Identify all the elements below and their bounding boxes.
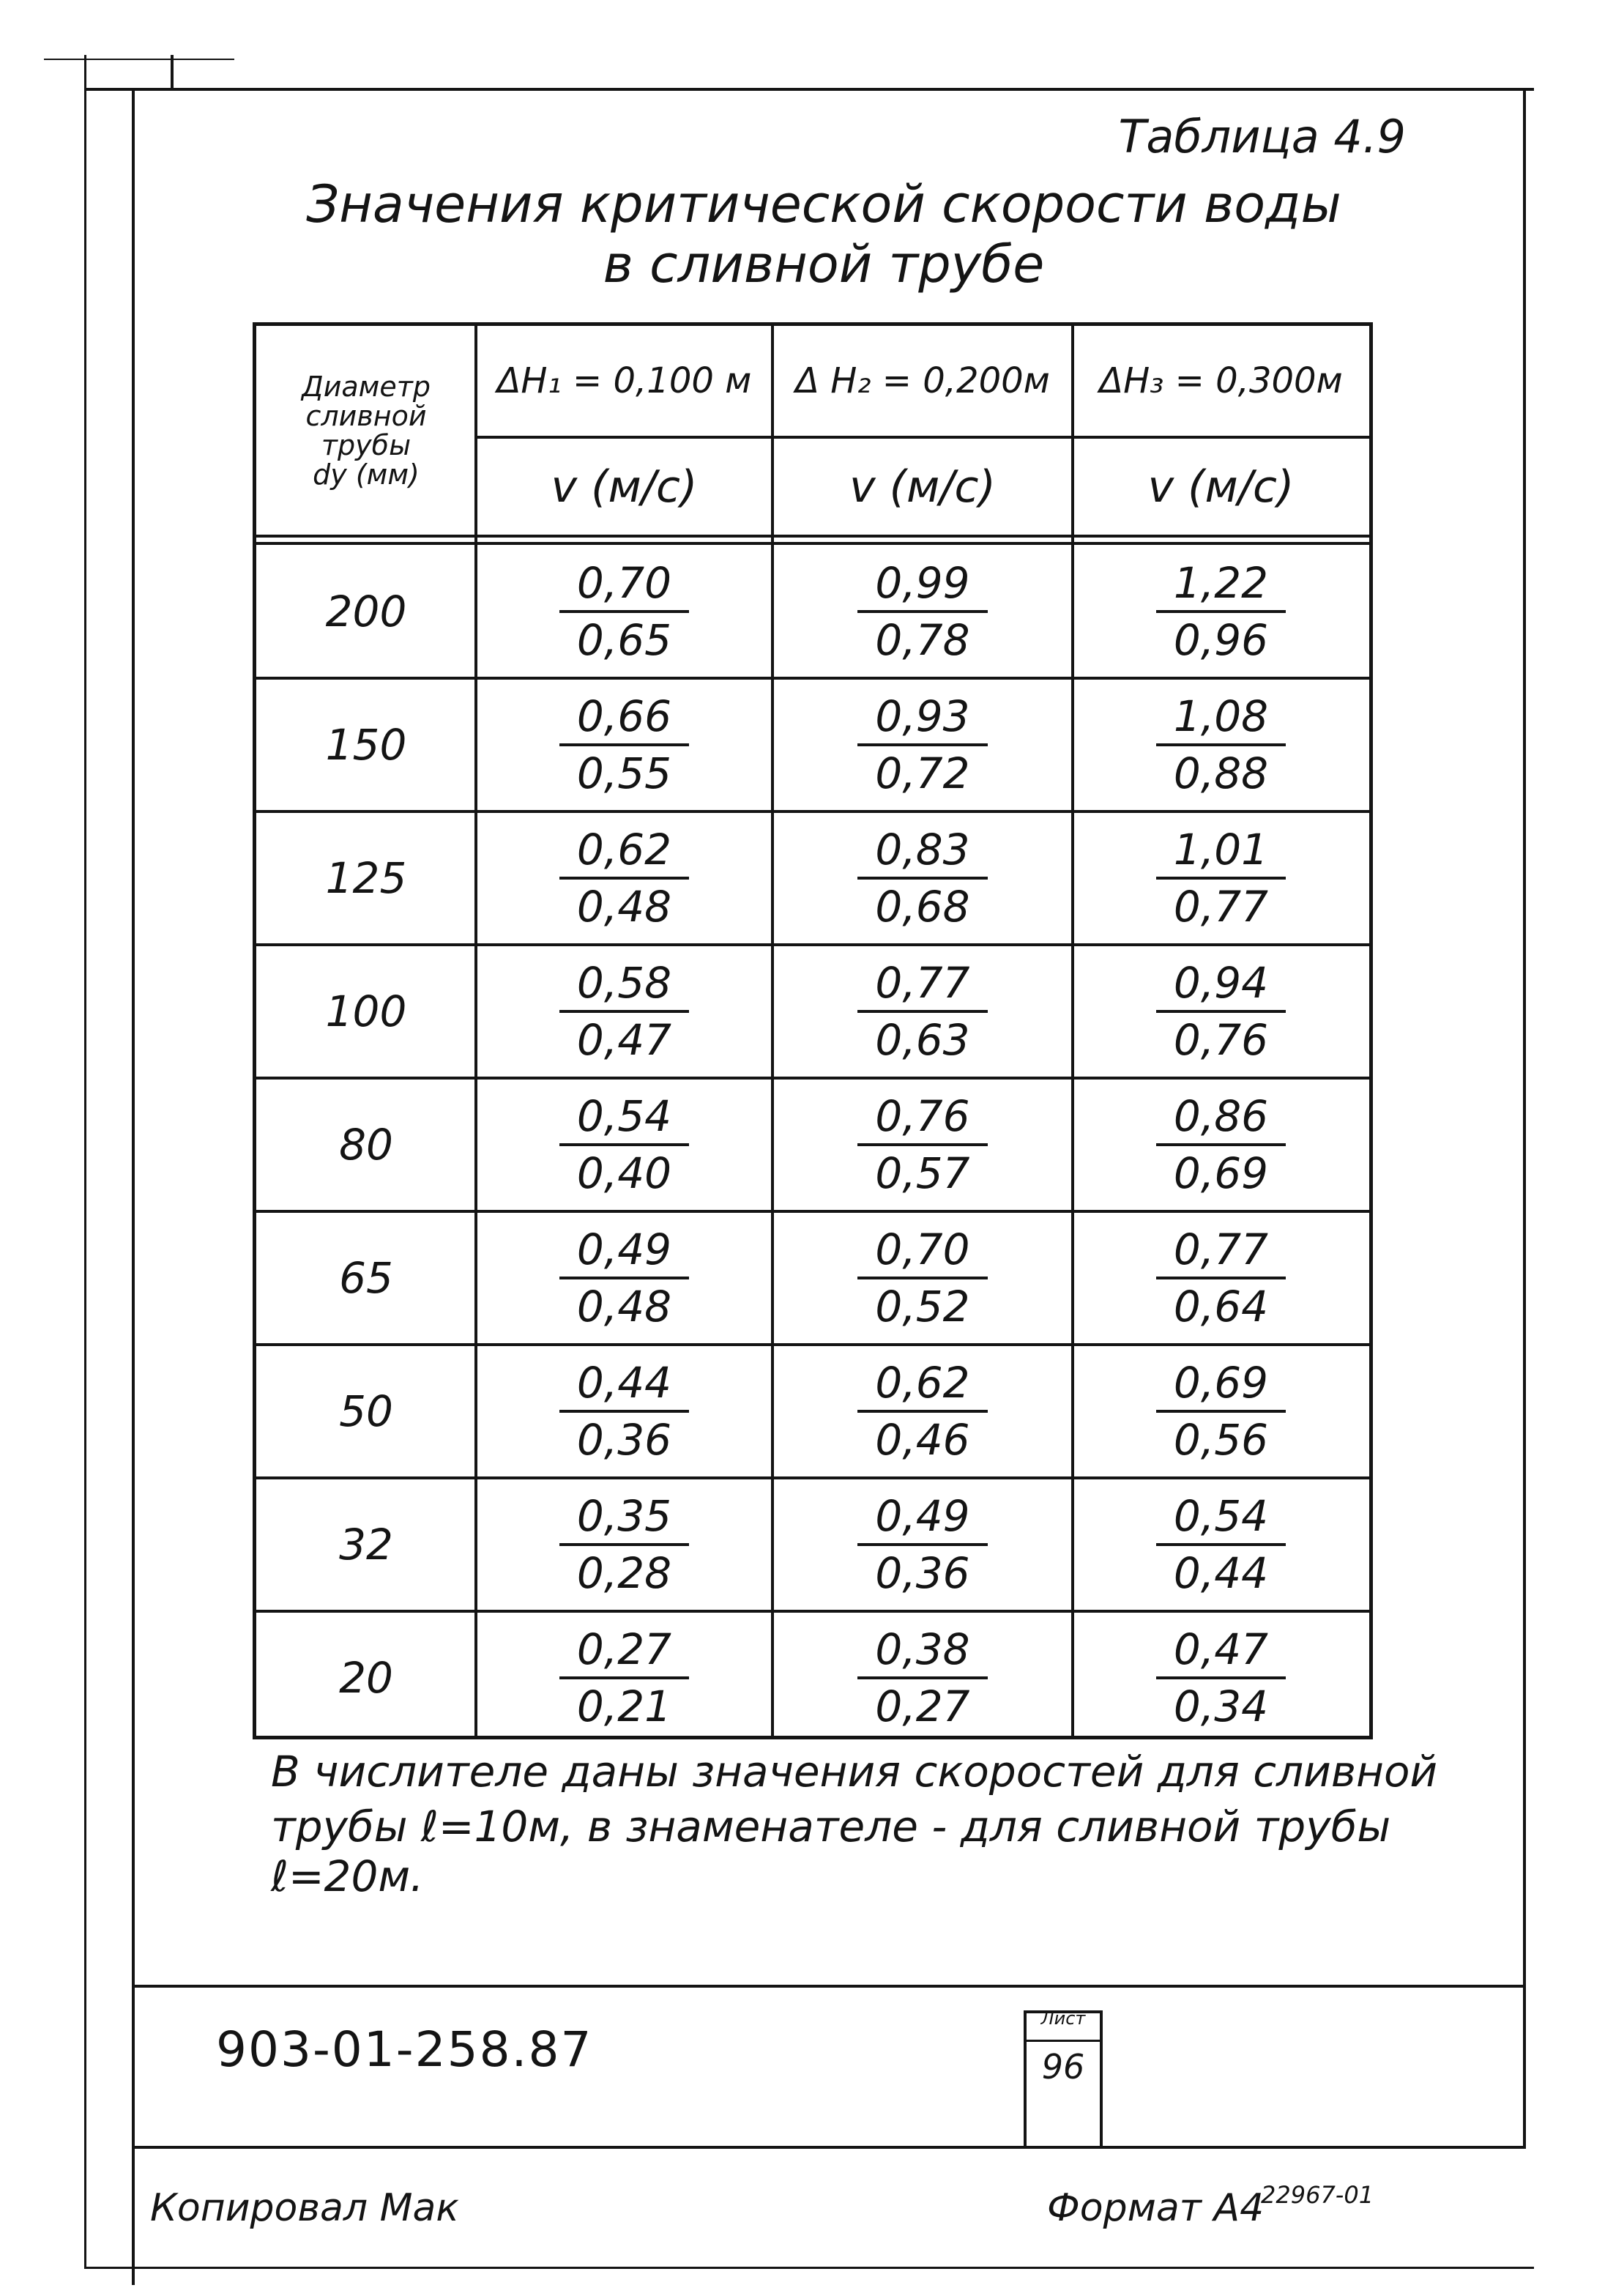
velocity-denominator: 0,28 [576, 1548, 672, 1598]
velocity-numerator: 0,27 [559, 1622, 689, 1679]
velocity-denominator: 0,72 [875, 748, 970, 798]
velocity-denominator: 0,46 [875, 1415, 970, 1465]
velocity-denominator: 0,48 [576, 882, 672, 932]
velocity-fraction [1156, 822, 1286, 934]
diameter-cell: 80 [339, 1120, 393, 1170]
velocity-numerator: 0,44 [559, 1356, 689, 1413]
velocity-denominator: 0,27 [875, 1682, 970, 1731]
velocity-cell [1073, 545, 1369, 678]
frame-top [84, 88, 1534, 91]
archive-number: 22967-01 [1261, 2181, 1374, 2209]
velocity-cell [476, 1211, 772, 1345]
velocity-numerator: 1,22 [1156, 556, 1286, 613]
footnote-line-1: В числителе даны значения скоростей для сливной [271, 1747, 1438, 1797]
velocity-denominator: 0,78 [875, 615, 970, 665]
velocity-fraction [1156, 1089, 1286, 1200]
velocity-cell [476, 811, 772, 945]
velocity-cell [772, 1611, 1073, 1745]
velocity-numerator: 0,58 [559, 956, 689, 1013]
velocity-fraction [559, 556, 689, 667]
velocity-denominator: 0,52 [875, 1282, 970, 1331]
velocity-numerator: 0,62 [559, 822, 689, 880]
velocity-cell [1073, 945, 1369, 1078]
diameter-header-line: сливной [305, 399, 427, 432]
critical-velocity-table [253, 322, 1373, 1739]
velocity-numerator: 0,49 [559, 1222, 689, 1279]
velocity-fraction [857, 1622, 987, 1734]
velocity-denominator: 0,55 [576, 748, 672, 798]
velocity-cell [1073, 1211, 1369, 1345]
paper-format: Формат А4 [1047, 2186, 1265, 2230]
velocity-denominator: 0,47 [576, 1015, 672, 1065]
table-title-line-2: в сливной трубе [603, 234, 1045, 294]
sheet-label: Лист [1040, 2008, 1086, 2029]
velocity-cell [772, 678, 1073, 811]
velocity-fraction [559, 1622, 689, 1734]
column-delta-header: Δ H₂ = 0,200м [795, 360, 1050, 401]
velocity-fraction [559, 1356, 689, 1467]
diameter-cell: 150 [325, 720, 407, 770]
velocity-numerator: 0,70 [857, 1222, 987, 1279]
frame-top-stub [171, 55, 174, 90]
velocity-fraction [857, 1089, 987, 1200]
diameter-header-line: трубы [321, 428, 412, 461]
velocity-cell [476, 678, 772, 811]
stamp-top-line [132, 1985, 1526, 1988]
velocity-numerator: 0,35 [559, 1489, 689, 1546]
frame-top-dash [44, 59, 234, 60]
velocity-denominator: 0,21 [576, 1682, 672, 1731]
diameter-cell: 50 [339, 1386, 393, 1436]
velocity-cell [1073, 811, 1369, 945]
velocity-cell [772, 545, 1073, 678]
sheet-number: 96 [1041, 2047, 1085, 2087]
velocity-numerator: 0,93 [857, 689, 987, 746]
velocity-fraction [1156, 1489, 1286, 1600]
velocity-numerator: 0,47 [1156, 1622, 1286, 1679]
velocity-cell [772, 945, 1073, 1078]
velocity-fraction [857, 956, 987, 1067]
velocity-fraction [857, 1356, 987, 1467]
velocity-cell [476, 945, 772, 1078]
velocity-denominator: 0,57 [875, 1148, 970, 1198]
velocity-denominator: 0,63 [875, 1015, 970, 1065]
velocity-fraction [559, 689, 689, 800]
velocity-numerator: 0,70 [559, 556, 689, 613]
diameter-cell: 20 [339, 1653, 393, 1703]
velocity-denominator: 0,65 [576, 615, 672, 665]
velocity-fraction [559, 822, 689, 934]
header-bottom-line [256, 535, 1369, 538]
velocity-numerator: 0,66 [559, 689, 689, 746]
column-unit-header: v (м/с) [551, 461, 698, 513]
velocity-cell [1073, 678, 1369, 811]
velocity-denominator: 0,69 [1173, 1148, 1269, 1198]
velocity-fraction [1156, 956, 1286, 1067]
velocity-cell [772, 1078, 1073, 1211]
velocity-fraction [559, 1489, 689, 1600]
velocity-cell [772, 1211, 1073, 1345]
velocity-numerator: 0,83 [857, 822, 987, 880]
velocity-cell [1073, 1478, 1369, 1611]
velocity-cell [1073, 1611, 1369, 1745]
column-unit-header: v (м/с) [849, 461, 996, 513]
velocity-denominator: 0,76 [1173, 1015, 1269, 1065]
velocity-cell [772, 811, 1073, 945]
document-code: 903-01-258.87 [216, 2021, 593, 2078]
velocity-denominator: 0,40 [576, 1148, 672, 1198]
velocity-numerator: 0,62 [857, 1356, 987, 1413]
table-label: Таблица 4.9 [1118, 110, 1406, 163]
velocity-denominator: 0,68 [875, 882, 970, 932]
velocity-numerator: 0,54 [1156, 1489, 1286, 1546]
diameter-cell: 32 [339, 1520, 393, 1569]
velocity-denominator: 0,48 [576, 1282, 672, 1331]
velocity-denominator: 0,44 [1173, 1548, 1269, 1598]
velocity-fraction [857, 689, 987, 800]
velocity-numerator: 1,01 [1156, 822, 1286, 880]
velocity-numerator: 0,77 [857, 956, 987, 1013]
velocity-numerator: 0,76 [857, 1089, 987, 1146]
velocity-fraction [559, 956, 689, 1067]
velocity-denominator: 0,77 [1173, 882, 1269, 932]
velocity-cell [772, 1478, 1073, 1611]
velocity-numerator: 0,69 [1156, 1356, 1286, 1413]
velocity-denominator: 0,96 [1173, 615, 1269, 665]
velocity-numerator: 0,94 [1156, 956, 1286, 1013]
velocity-numerator: 0,77 [1156, 1222, 1286, 1279]
velocity-fraction [559, 1222, 689, 1334]
velocity-fraction [857, 822, 987, 934]
velocity-cell [476, 1345, 772, 1478]
column-delta-header: ΔH₃ = 0,300м [1099, 360, 1343, 401]
velocity-denominator: 0,56 [1173, 1415, 1269, 1465]
velocity-cell [1073, 1345, 1369, 1478]
diameter-header-line: dy (мм) [313, 458, 420, 491]
velocity-numerator: 0,38 [857, 1622, 987, 1679]
velocity-numerator: 0,54 [559, 1089, 689, 1146]
diameter-cell: 125 [325, 853, 407, 903]
copied-by: Копировал Мак [150, 2186, 459, 2230]
footnote-line-2: трубы ℓ=10м, в знаменателе - для сливной трубы ℓ=20м. [271, 1802, 1391, 1901]
velocity-fraction [1156, 1222, 1286, 1334]
velocity-fraction [559, 1089, 689, 1200]
column-delta-header: ΔH₁ = 0,100 м [496, 360, 752, 401]
velocity-cell [772, 1345, 1073, 1478]
column-unit-header: v (м/с) [1147, 461, 1295, 513]
velocity-fraction [1156, 1356, 1286, 1467]
diameter-cell: 200 [325, 587, 407, 636]
velocity-denominator: 0,64 [1173, 1282, 1269, 1331]
frame-stamp-bottom [132, 2146, 1526, 2149]
table-title-line-1: Значения критической скорости воды [306, 174, 1341, 234]
velocity-denominator: 0,88 [1173, 748, 1269, 798]
velocity-denominator: 0,36 [576, 1415, 672, 1465]
velocity-cell [476, 1078, 772, 1211]
velocity-denominator: 0,36 [875, 1548, 970, 1598]
diameter-header [256, 326, 476, 535]
velocity-fraction [857, 1489, 987, 1600]
velocity-fraction [857, 1222, 987, 1334]
frame-left-inner [132, 88, 135, 2285]
velocity-fraction [1156, 689, 1286, 800]
diameter-cell: 100 [325, 987, 407, 1036]
sheet-box-right [1100, 2010, 1103, 2146]
sheet-box-mid [1024, 2040, 1103, 2042]
velocity-cell [476, 1478, 772, 1611]
velocity-fraction [857, 556, 987, 667]
frame-bottom [84, 2267, 1534, 2269]
diameter-header-line: Диаметр [302, 370, 431, 403]
diameter-cell: 65 [339, 1253, 393, 1303]
velocity-numerator: 0,49 [857, 1489, 987, 1546]
velocity-cell [476, 1611, 772, 1745]
frame-left-outer [84, 55, 86, 2267]
velocity-fraction [1156, 1622, 1286, 1734]
velocity-numerator: 1,08 [1156, 689, 1286, 746]
velocity-cell [1073, 1078, 1369, 1211]
velocity-cell [476, 545, 772, 678]
velocity-numerator: 0,99 [857, 556, 987, 613]
velocity-numerator: 0,86 [1156, 1089, 1286, 1146]
velocity-fraction [1156, 556, 1286, 667]
velocity-denominator: 0,34 [1173, 1682, 1269, 1731]
